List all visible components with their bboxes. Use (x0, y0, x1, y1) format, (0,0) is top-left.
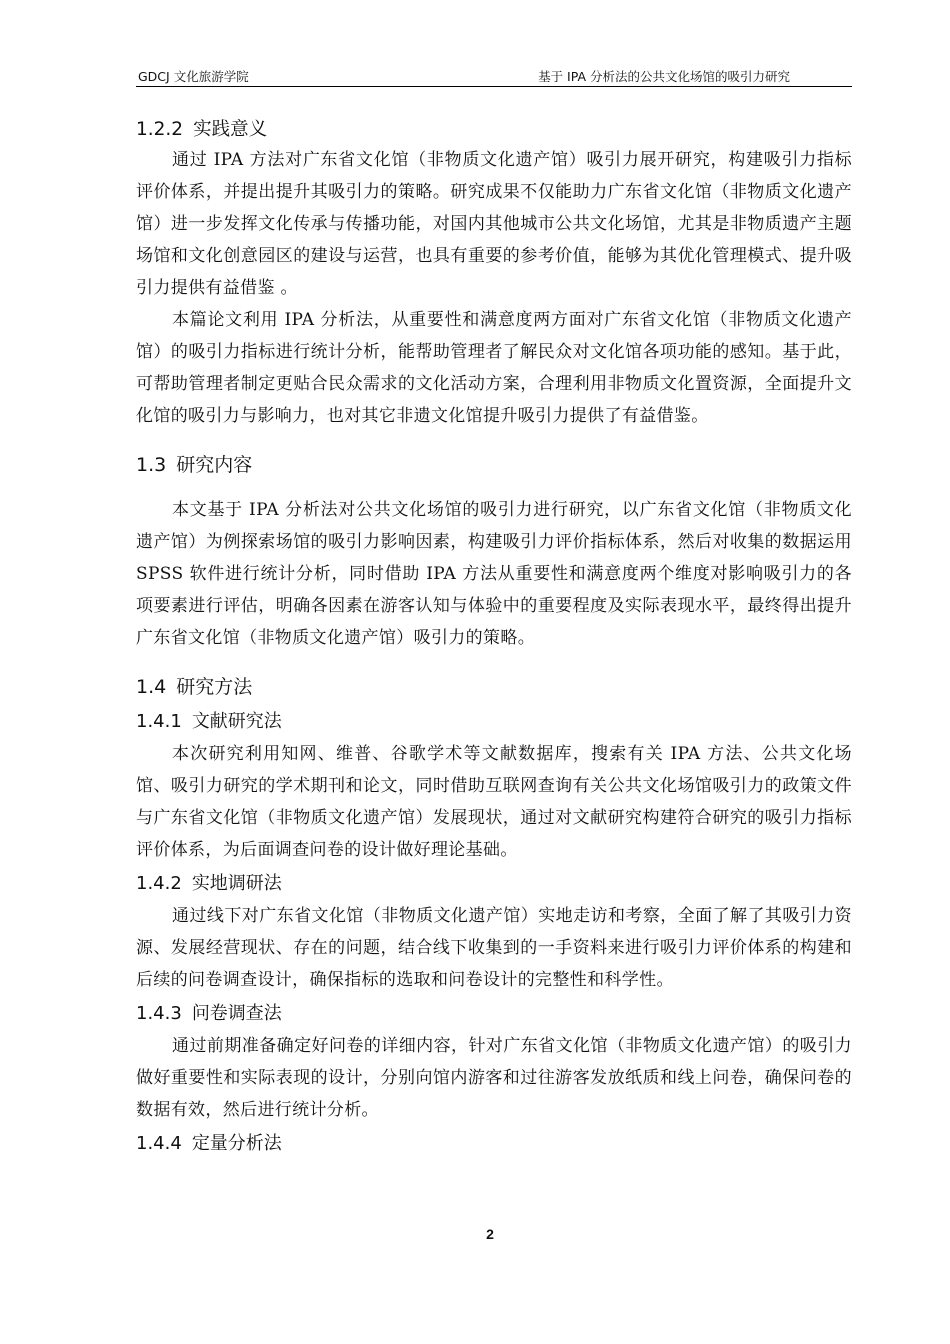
heading-1-2-2 (136, 116, 852, 144)
heading-title: 文献研究法 (191, 711, 282, 732)
heading-number: 1.2.2 (136, 119, 184, 140)
heading-number: 1.4.1 (136, 711, 182, 732)
header-paper-title: 基于 IPA 分析法的公共文化场馆的吸引力研究 (538, 69, 790, 84)
heading-number: 1.4.3 (136, 1003, 182, 1024)
heading-number: 1.3 (136, 454, 167, 476)
page-number: 2 (486, 1226, 494, 1242)
heading-1-4-3 (136, 1000, 852, 1028)
heading-number: 1.4 (136, 676, 167, 698)
paragraph: 本文基于 IPA 分析法对公共文化场馆的吸引力进行研究，以广东省文化馆（非物质文化遗产馆）为例探索场馆的吸引力影响因素，构建吸引力评价指标体系，然后对收集的数据运用 SPSS 软件进行统计分析，同时借助 IPA 方法从重要性和满意度两个维度对影响吸引力的各项要素进行评估，明确各因素在游客认知与体验中的重要程度及实际表现水平，最终得出提升广东省文化馆（非物质文化遗产馆）吸引力的策略。 (136, 500, 852, 648)
paragraph: 通过前期准备确定好问卷的详细内容，针对广东省文化馆（非物质文化遗产馆）的吸引力做好重要性和实际表现的设计，分别向馆内游客和过往游客发放纸质和线上问卷，确保问卷的数据有效，然后进行统计分析。 (136, 1036, 852, 1120)
heading-number: 1.4.4 (136, 1133, 182, 1154)
heading-title: 实践意义 (193, 119, 268, 140)
heading-1-4-2 (136, 870, 852, 898)
header-rule (136, 86, 852, 87)
heading-1-4-1 (136, 708, 852, 736)
heading-1-3 (136, 450, 852, 480)
heading-title: 实地调研法 (191, 873, 282, 894)
heading-title: 定量分析法 (191, 1133, 282, 1154)
heading-title: 研究内容 (176, 454, 253, 476)
heading-title: 问卷调查法 (191, 1003, 282, 1024)
page-body (136, 116, 852, 1160)
heading-number: 1.4.2 (136, 873, 182, 894)
header-institution: GDCJ 文化旅游学院 (138, 69, 249, 84)
paragraph: 通过 IPA 方法对广东省文化馆（非物质文化遗产馆）吸引力展开研究，构建吸引力指标评价体系，并提出提升其吸引力的策略。研究成果不仅能助力广东省文化馆（非物质文化遗产馆）进一步发挥文化传承与传播功能，对国内其他城市公共文化场馆，尤其是非物质遗产主题场馆和文化创意园区的建设与运营，也具有重要的参考价值，能够为其优化管理模式、提升吸引力提供有益借鉴 。 (136, 150, 852, 298)
heading-1-4 (136, 672, 852, 702)
paragraph: 本次研究利用知网、维普、谷歌学术等文献数据库，搜索有关 IPA 方法、公共文化场馆、吸引力研究的学术期刊和论文，同时借助互联网查询有关公共文化场馆吸引力的政策文件与广东省文化馆（非物质文化遗产馆）发展现状，通过对文献研究构建符合研究的吸引力指标评价体系，为后面调查问卷的设计做好理论基础。 (136, 744, 852, 860)
paragraph: 通过线下对广东省文化馆（非物质文化遗产馆）实地走访和考察，全面了解了其吸引力资源、发展经营现状、存在的问题，结合线下收集到的一手资料来进行吸引力评价体系的构建和后续的问卷调查设计，确保指标的选取和问卷设计的完整性和科学性。 (136, 906, 852, 990)
heading-1-4-4 (136, 1130, 852, 1158)
heading-title: 研究方法 (176, 676, 253, 698)
paragraph: 本篇论文利用 IPA 分析法，从重要性和满意度两方面对广东省文化馆（非物质文化遗产馆）的吸引力指标进行统计分析，能帮助管理者了解民众对文化馆各项功能的感知。基于此，可帮助管理者制定更贴合民众需求的文化活动方案，合理利用非物质文化置资源，全面提升文化馆的吸引力与影响力，也对其它非遗文化馆提升吸引力提供了有益借鉴。 (136, 310, 852, 426)
